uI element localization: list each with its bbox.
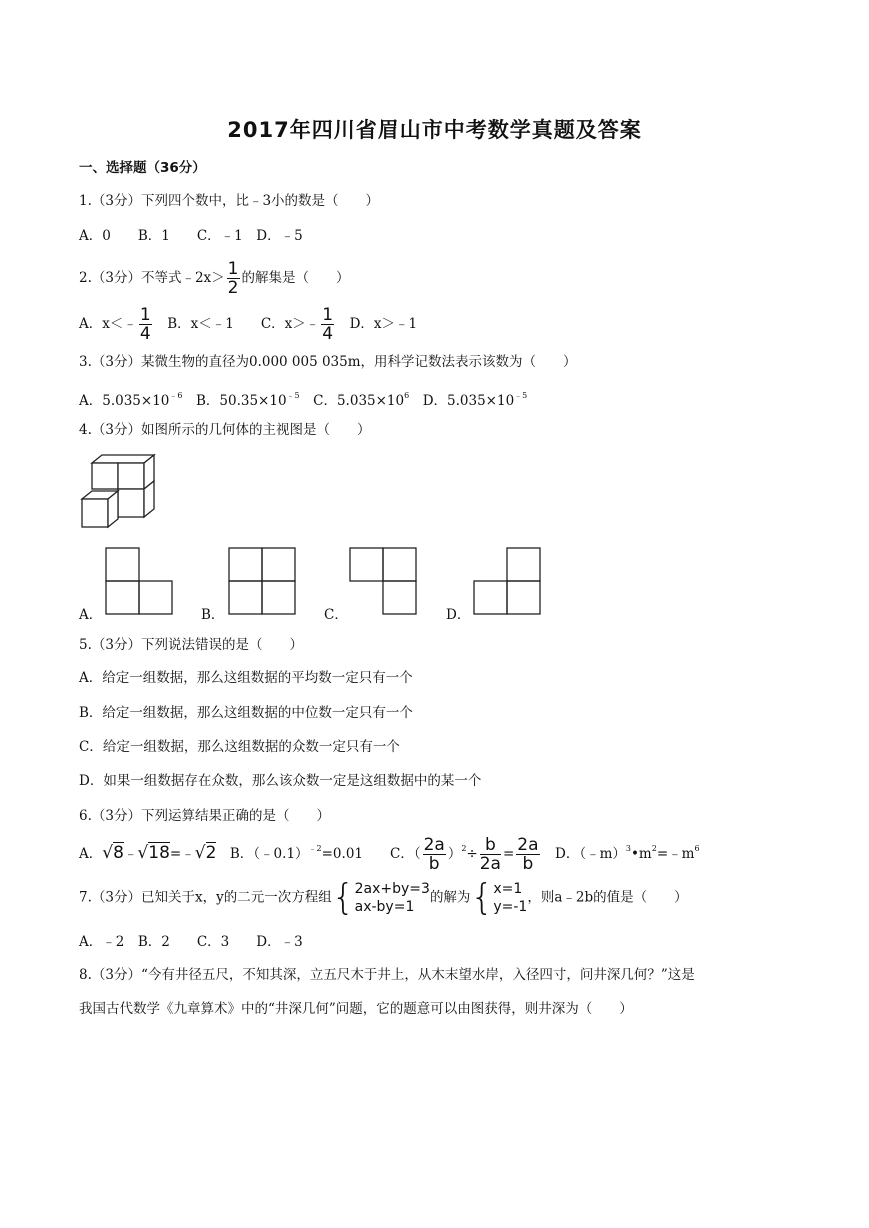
q5-option-a: A．给定一组数据，那么这组数据的平均数一定只有一个 [79,670,413,686]
q3-stem: 3.（3分）某微生物的直径为0.000 005 035m，用科学记数法表示该数为（ ） [79,354,577,370]
q7-stem: 7.（3分）已知关于x，y的二元一次方程组{2ax+by=3 ax-by=1的解为{x=1 y=-1，则a﹣2b的值是（ ） [79,877,688,918]
q5-stem: 5.（3分）下列说法错误的是（ ） [79,637,303,653]
q4-option-a-figure [104,547,174,615]
q6-stem: 6.（3分）下列运算结果正确的是（ ） [79,808,330,824]
q1-stem: 1.（3分）下列四个数中，比﹣3小的数是（ ） [79,193,380,209]
q5-option-b: B．给定一组数据，那么这组数据的中位数一定只有一个 [79,705,413,721]
q5-option-c: C．给定一组数据，那么这组数据的众数一定只有一个 [79,739,400,755]
q4-option-d-figure [472,547,542,615]
q1-options: A．0 B．1 C．﹣1 D．﹣5 [79,228,303,244]
solution-system: {x=1 y=-1 [470,877,528,918]
q7-options: A．﹣2 B．2 C．3 D．﹣3 [79,934,303,950]
section-heading: 一、选择题（36分） [79,160,206,176]
q4-solid-figure [78,453,160,529]
q3-options: A．$5.035\times 10^{﹣6}$ B．$50.35\times 10^{﹣5}$ C．$5.035\times 10^6$ D．$5.035\times 10^{﹣5}$ [79,391,528,409]
q4-option-a-label: A． [79,607,103,623]
q4-option-b-label: B． [201,607,225,623]
q8-stem-line2: 我国古代数学《九章算术》中的“井深几何”问题，它的题意可以由图获得，则井深为（ ） [79,1001,633,1017]
q2-stem: 2.（3分）不等式﹣2x＞ $\frac{1}{2}$ 的解集是（ ） [79,259,350,298]
page-title: 2017年四川省眉山市中考数学真题及答案 [227,118,642,142]
q6-options: A．√8﹣√18=﹣√2 B．（﹣0.1）$^{﹣2}$=0.01 C．（ $\frac{2a}{b}$ ）$^2$÷ $\frac{b}{2a}$ = $\frac{2a}{b}$ D．$(﹣m)^3•m^2=﹣m^6$ [79,835,700,874]
q2-options: A．x＜﹣ $\frac{1}{4}$ B．x＜﹣1 C．x＞﹣ $\frac{1}{4}$ D．x＞﹣1 [79,305,418,344]
q8-stem-line1: 8.（3分）“今有井径五尺，不知其深，立五尺木于井上，从木末望水岸，入径四寸，问井深几何？”这是 [79,967,695,983]
q4-option-b-figure [227,547,297,615]
q4-option-d-label: D． [446,607,471,623]
q4-stem: 4.（3分）如图所示的几何体的主视图是（ ） [79,422,371,438]
q5-option-d: D．如果一组数据存在众数，那么该众数一定是这组数据中的某一个 [79,773,482,789]
q4-option-c-label: C． [324,607,348,623]
equation-system: {2ax+by=3 ax-by=1 [331,877,430,918]
q4-option-c-figure [348,547,418,615]
